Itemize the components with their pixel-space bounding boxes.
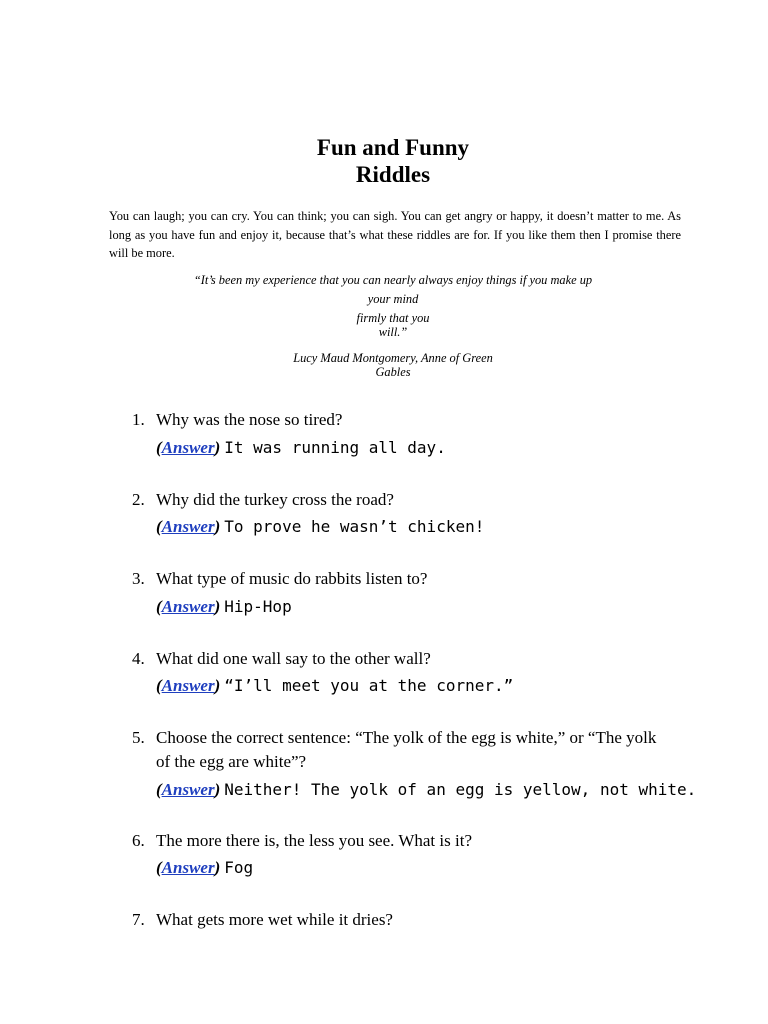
riddle-answer: (Answer) To prove he wasn’t chicken!: [156, 517, 485, 536]
quote-line: “It’s been my experience that you can nearly always enjoy things if you make up: [193, 273, 593, 287]
answer-link[interactable]: Answer: [161, 858, 215, 877]
answer-link[interactable]: Answer: [161, 597, 215, 616]
quote-line: your mind: [367, 292, 419, 306]
riddle-number: 4.: [132, 649, 145, 668]
quote-line: firmly that you: [356, 311, 430, 325]
answer-text: It was running all day.: [224, 438, 446, 457]
page-title-line2: Riddles: [355, 162, 431, 187]
riddle-number: 6.: [132, 831, 145, 850]
riddle-question: Choose the correct sentence: “The yolk of the egg is white,” or “The yolk of the egg are white”?: [156, 728, 657, 771]
riddle-number: 7.: [132, 910, 145, 929]
riddle-answer: (Answer) “I’ll meet you at the corner.”: [156, 676, 514, 695]
quote-line: will.”: [378, 325, 408, 339]
riddle-number: 2.: [132, 490, 145, 509]
riddle-answer: (Answer) It was running all day.: [156, 438, 446, 457]
riddle-answer: (Answer) Neither! The yolk of an egg is yellow, not white.: [156, 780, 697, 799]
riddle-question: What type of music do rabbits listen to?: [156, 569, 428, 588]
riddle-number: 5.: [132, 728, 145, 747]
answer-link[interactable]: Answer: [161, 438, 215, 457]
riddle-number: 1.: [132, 410, 145, 429]
answer-link[interactable]: Answer: [161, 676, 215, 695]
page-title-line1: Fun and Funny: [316, 135, 470, 160]
answer-text: “I’ll meet you at the corner.”: [224, 676, 514, 695]
answer-link[interactable]: Answer: [161, 517, 215, 536]
riddle-question: Why was the nose so tired?: [156, 410, 343, 429]
answer-text: To prove he wasn’t chicken!: [224, 517, 485, 536]
quote-attribution: Lucy Maud Montgomery, Anne of Green: [293, 351, 493, 365]
answer-link[interactable]: Answer: [161, 780, 215, 799]
answer-text: Neither! The yolk of an egg is yellow, not white.: [224, 780, 697, 799]
riddle-question: Why did the turkey cross the road?: [156, 490, 394, 509]
answer-text: Hip-Hop: [224, 597, 292, 616]
riddle-question: What did one wall say to the other wall?: [156, 649, 431, 668]
riddle-question: The more there is, the less you see. What is it?: [156, 831, 472, 850]
quote-attribution: Gables: [375, 365, 411, 379]
riddle-answer: (Answer) Fog: [156, 858, 254, 877]
riddle-question: What gets more wet while it dries?: [156, 910, 393, 929]
riddle-answer: (Answer) Hip-Hop: [156, 597, 292, 616]
answer-text: Fog: [224, 858, 254, 877]
intro-paragraph: You can laugh; you can cry. You can think; you can sigh. You can get angry or happy, it doesn’t matter to me. As long as you have fun and enjoy it, because that’s what these riddles are for. If you like them then I promise there will be more.: [109, 209, 681, 261]
riddle-number: 3.: [132, 569, 145, 588]
